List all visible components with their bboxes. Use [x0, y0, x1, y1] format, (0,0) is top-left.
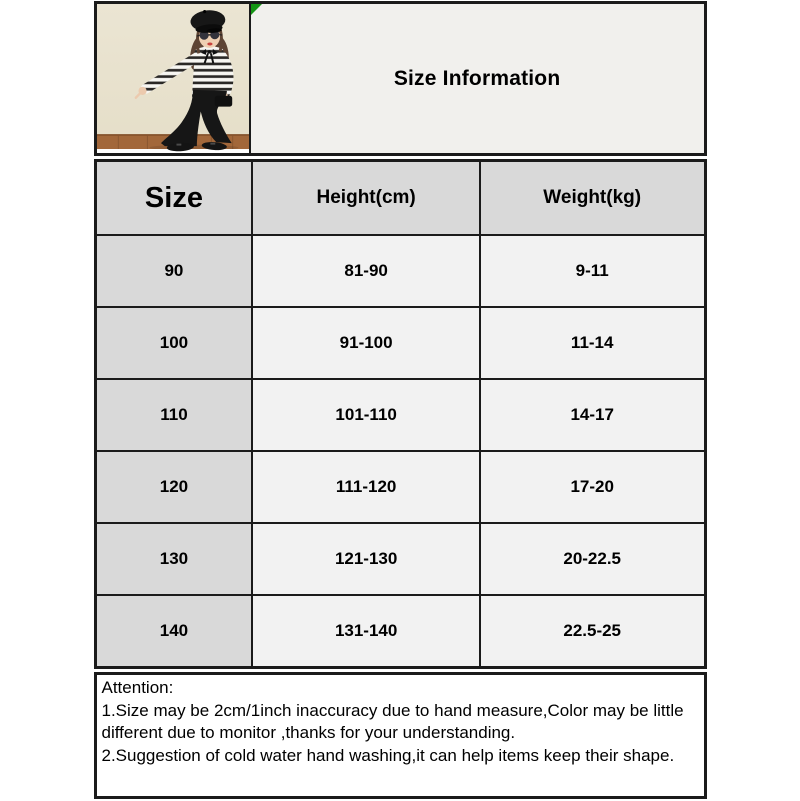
table-row — [95, 235, 705, 307]
attention-box — [94, 672, 707, 799]
sheet-header-row — [94, 1, 707, 156]
attention-note-1: 1.Size may be 2cm/1inch inaccuracy due to hand measure,Color may be little different due to monitor ,thanks for your understanding. — [101, 700, 684, 742]
height-cell: 91-100 — [252, 307, 480, 379]
size-cell: 120 — [95, 451, 252, 523]
column-header-weight: Weight(kg) — [480, 161, 705, 236]
size-cell: 90 — [95, 235, 252, 307]
size-cell: 110 — [95, 379, 252, 451]
size-cell: 100 — [95, 307, 252, 379]
weight-cell: 17-20 — [480, 451, 705, 523]
weight-cell: 9-11 — [480, 235, 705, 307]
size-cell: 130 — [95, 523, 252, 595]
product-photo — [97, 4, 251, 153]
size-cell: 140 — [95, 595, 252, 668]
size-chart-sheet — [94, 1, 707, 799]
attention-note-2: 2.Suggestion of cold water hand washing,it can help items keep their shape. — [101, 745, 675, 765]
table-row — [95, 307, 705, 379]
table-row — [95, 523, 705, 595]
page-title: Size Information — [393, 66, 561, 90]
height-cell: 81-90 — [252, 235, 480, 307]
table-row — [95, 595, 705, 668]
weight-cell: 20-22.5 — [480, 523, 705, 595]
weight-cell: 14-17 — [480, 379, 705, 451]
column-header-size: Size — [95, 161, 252, 236]
height-cell: 111-120 — [252, 451, 480, 523]
height-cell: 131-140 — [252, 595, 480, 668]
weight-cell: 11-14 — [480, 307, 705, 379]
column-header-height: Height(cm) — [252, 161, 480, 236]
height-cell: 121-130 — [252, 523, 480, 595]
table-row — [95, 451, 705, 523]
title-cell — [251, 4, 704, 153]
girl-model-illustration — [97, 4, 249, 153]
height-cell: 101-110 — [252, 379, 480, 451]
table-row — [95, 379, 705, 451]
green-corner-marker-icon — [251, 4, 262, 15]
attention-title: Attention: — [101, 678, 174, 697]
size-table — [94, 159, 707, 669]
weight-cell: 22.5-25 — [480, 595, 705, 668]
table-header-row — [95, 161, 705, 236]
